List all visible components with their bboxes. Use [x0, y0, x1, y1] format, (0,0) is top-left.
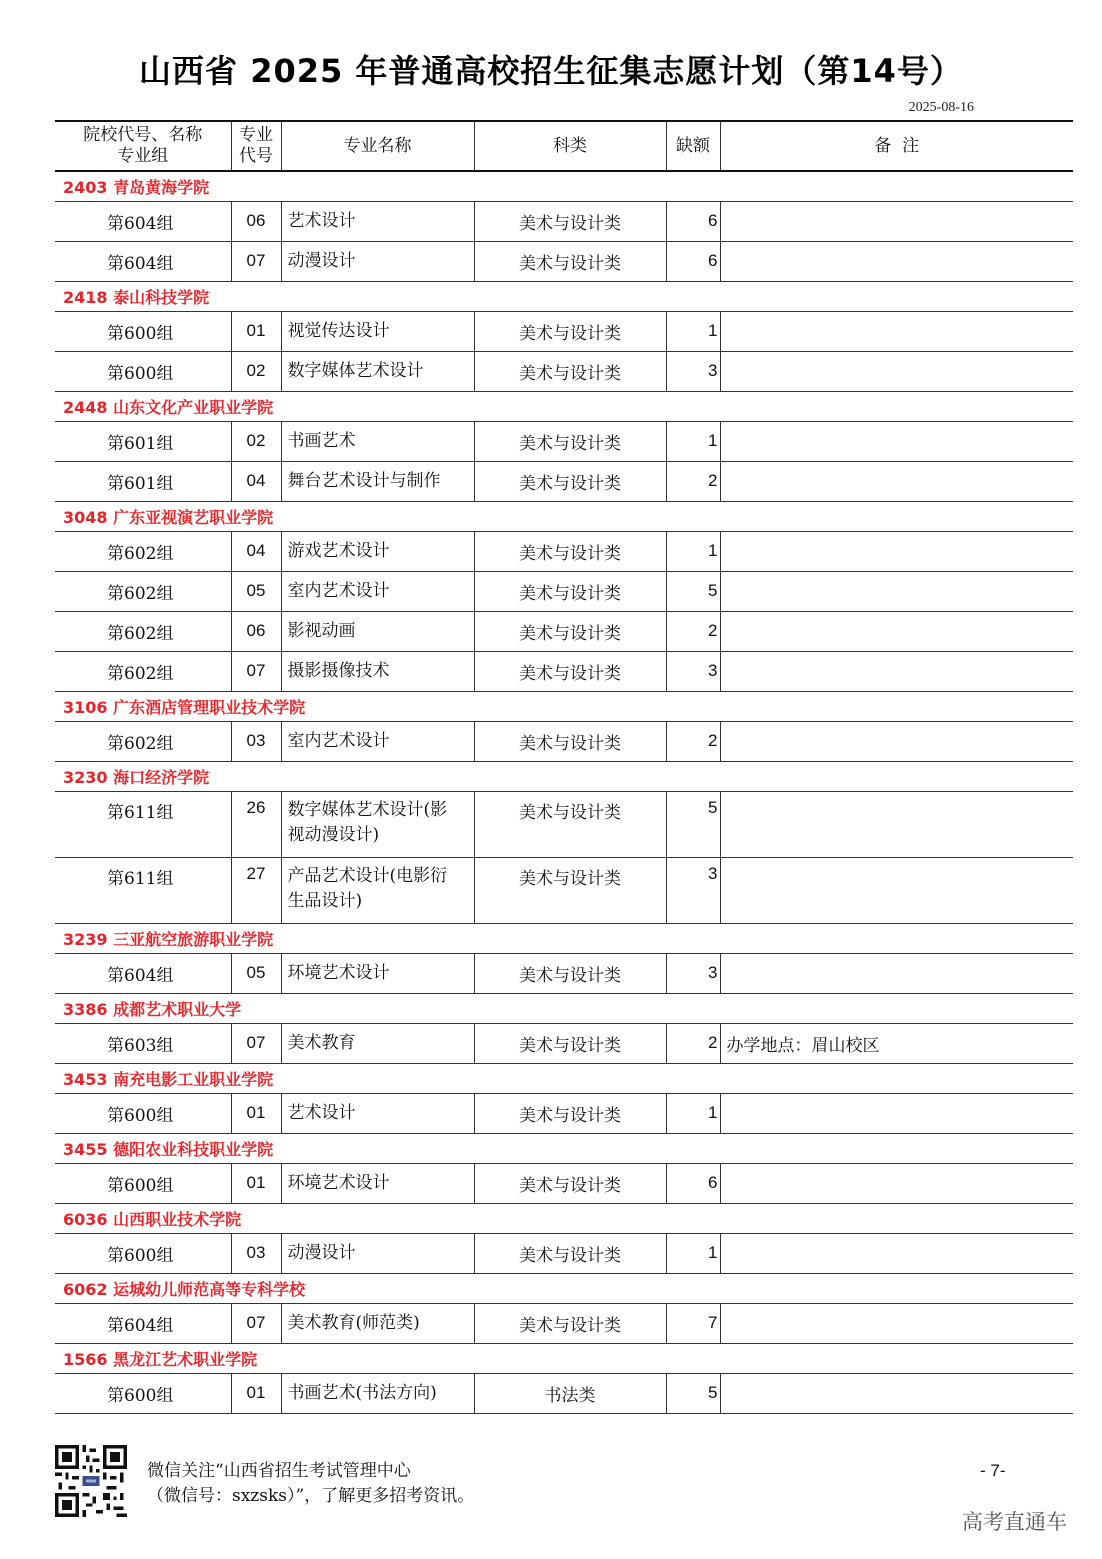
- vacancy-cell: 3: [666, 953, 720, 993]
- institution-row: [55, 1203, 1073, 1233]
- institution-row: [55, 1343, 1073, 1373]
- table-row: [55, 791, 1073, 857]
- group-cell: 第603组: [55, 1023, 231, 1063]
- note-cell: 办学地点：眉山校区: [720, 1023, 1073, 1063]
- category-cell: 美术与设计类: [474, 1023, 666, 1063]
- major-name-cell: 游戏艺术设计: [281, 531, 474, 571]
- note-cell: [720, 531, 1073, 571]
- major-code-cell: 01: [231, 1093, 281, 1133]
- note-cell: [720, 651, 1073, 691]
- institution-row: [55, 993, 1073, 1023]
- major-name-cell: 艺术设计: [281, 1093, 474, 1133]
- header-code: 专业 代号: [231, 121, 281, 171]
- category-cell: 美术与设计类: [474, 611, 666, 651]
- major-code-cell: 02: [231, 421, 281, 461]
- group-cell: 第602组: [55, 611, 231, 651]
- group-cell: 第601组: [55, 461, 231, 501]
- category-cell: 书法类: [474, 1373, 666, 1413]
- note-cell: [720, 1093, 1073, 1133]
- table-row: [55, 311, 1073, 351]
- vacancy-cell: 6: [666, 201, 720, 241]
- table-row: [55, 461, 1073, 501]
- category-cell: 美术与设计类: [474, 531, 666, 571]
- wechat-notice-line2: （微信号：sxzsks）”，了解更多招考资讯。: [147, 1486, 475, 1506]
- group-cell: 第600组: [55, 1373, 231, 1413]
- vacancy-cell: 1: [666, 531, 720, 571]
- category-cell: 美术与设计类: [474, 571, 666, 611]
- major-code-cell: 26: [231, 791, 281, 857]
- institution-name: 3106 广东酒店管理职业技术学院: [55, 691, 1073, 721]
- table-row: [55, 531, 1073, 571]
- institution-name: 1566 黑龙江艺术职业学院: [55, 1343, 1073, 1373]
- institution-row: [55, 171, 1073, 201]
- vacancy-cell: 2: [666, 1023, 720, 1063]
- table-row: [55, 1023, 1073, 1063]
- wechat-notice: [147, 1459, 474, 1509]
- category-cell: 美术与设计类: [474, 201, 666, 241]
- vacancy-cell: 6: [666, 241, 720, 281]
- vacancy-cell: 5: [666, 571, 720, 611]
- table-row: [55, 857, 1073, 923]
- institution-row: [55, 1133, 1073, 1163]
- institution-name: 3239 三亚航空旅游职业学院: [55, 923, 1073, 953]
- category-cell: 美术与设计类: [474, 311, 666, 351]
- major-name-cell: 美术教育(师范类): [281, 1303, 474, 1343]
- table-header-row: [55, 121, 1073, 171]
- major-name-cell: 产品艺术设计(电影衍 生品设计): [281, 857, 474, 923]
- vacancy-cell: 1: [666, 1093, 720, 1133]
- major-name-cell: 数字媒体艺术设计: [281, 351, 474, 391]
- watermark: 高考直通车: [962, 1510, 1067, 1534]
- group-cell: 第611组: [55, 791, 231, 857]
- institution-name: 3455 德阳农业科技职业学院: [55, 1133, 1073, 1163]
- category-cell: 美术与设计类: [474, 421, 666, 461]
- category-cell: 美术与设计类: [474, 351, 666, 391]
- major-name-cell: 环境艺术设计: [281, 953, 474, 993]
- category-cell: 美术与设计类: [474, 1093, 666, 1133]
- major-code-cell: 06: [231, 611, 281, 651]
- major-name-cell: 舞台艺术设计与制作: [281, 461, 474, 501]
- group-cell: 第600组: [55, 1093, 231, 1133]
- note-cell: [720, 461, 1073, 501]
- category-cell: 美术与设计类: [474, 651, 666, 691]
- major-name-cell: 影视动画: [281, 611, 474, 651]
- table-row: [55, 241, 1073, 281]
- qr-code-icon: [55, 1445, 127, 1517]
- note-cell: [720, 201, 1073, 241]
- major-code-cell: 07: [231, 241, 281, 281]
- vacancy-cell: 1: [666, 421, 720, 461]
- category-cell: 美术与设计类: [474, 1303, 666, 1343]
- table-row: [55, 1163, 1073, 1203]
- header-group: 院校代号、名称 专业组: [55, 121, 231, 171]
- group-cell: 第602组: [55, 571, 231, 611]
- table-row: [55, 721, 1073, 761]
- institution-name: 3386 成都艺术职业大学: [55, 993, 1073, 1023]
- group-cell: 第602组: [55, 721, 231, 761]
- table-row: [55, 651, 1073, 691]
- major-code-cell: 04: [231, 531, 281, 571]
- category-cell: 美术与设计类: [474, 953, 666, 993]
- table-row: [55, 421, 1073, 461]
- category-cell: 美术与设计类: [474, 1233, 666, 1273]
- category-cell: 美术与设计类: [474, 461, 666, 501]
- note-cell: [720, 311, 1073, 351]
- major-name-cell: 室内艺术设计: [281, 571, 474, 611]
- document-title: 山西省 2025 年普通高校招生征集志愿计划（第14号）: [139, 52, 963, 90]
- major-code-cell: 03: [231, 1233, 281, 1273]
- institution-name: 2418 泰山科技学院: [55, 281, 1073, 311]
- group-cell: 第601组: [55, 421, 231, 461]
- major-name-cell: 视觉传达设计: [281, 311, 474, 351]
- major-name-cell: 艺术设计: [281, 201, 474, 241]
- category-cell: 美术与设计类: [474, 857, 666, 923]
- major-name-cell: 动漫设计: [281, 241, 474, 281]
- header-note: 备 注: [720, 121, 1073, 171]
- header-category: 科类: [474, 121, 666, 171]
- vacancy-cell: 2: [666, 611, 720, 651]
- major-code-cell: 01: [231, 311, 281, 351]
- major-code-cell: 04: [231, 461, 281, 501]
- major-name-cell: 摄影摄像技术: [281, 651, 474, 691]
- plan-table: [55, 120, 1073, 1414]
- vacancy-cell: 7: [666, 1303, 720, 1343]
- note-cell: [720, 857, 1073, 923]
- document-date: 2025-08-16: [908, 100, 974, 115]
- table-row: [55, 611, 1073, 651]
- group-cell: 第600组: [55, 1233, 231, 1273]
- major-code-cell: 06: [231, 201, 281, 241]
- major-code-cell: 01: [231, 1373, 281, 1413]
- table-row: [55, 201, 1073, 241]
- major-code-cell: 05: [231, 953, 281, 993]
- vacancy-cell: 3: [666, 351, 720, 391]
- note-cell: [720, 791, 1073, 857]
- group-cell: 第604组: [55, 1303, 231, 1343]
- group-cell: 第600组: [55, 1163, 231, 1203]
- note-cell: [720, 571, 1073, 611]
- vacancy-cell: 1: [666, 1233, 720, 1273]
- table-row: [55, 1093, 1073, 1133]
- institution-row: [55, 391, 1073, 421]
- institution-name: 6062 运城幼儿师范高等专科学校: [55, 1273, 1073, 1303]
- major-name-cell: 书画艺术(书法方向): [281, 1373, 474, 1413]
- table-row: [55, 1373, 1073, 1413]
- group-cell: 第602组: [55, 531, 231, 571]
- major-code-cell: 02: [231, 351, 281, 391]
- major-name-cell: 美术教育: [281, 1023, 474, 1063]
- plan-table-body: [55, 171, 1073, 1413]
- major-name-cell: 数字媒体艺术设计(影 视动漫设计): [281, 791, 474, 857]
- group-cell: 第611组: [55, 857, 231, 923]
- major-code-cell: 07: [231, 651, 281, 691]
- group-cell: 第600组: [55, 311, 231, 351]
- vacancy-cell: 6: [666, 1163, 720, 1203]
- table-row: [55, 953, 1073, 993]
- group-cell: 第604组: [55, 201, 231, 241]
- institution-name: 6036 山西职业技术学院: [55, 1203, 1073, 1233]
- institution-name: 3048 广东亚视演艺职业学院: [55, 501, 1073, 531]
- note-cell: [720, 1373, 1073, 1413]
- note-cell: [720, 241, 1073, 281]
- vacancy-cell: 5: [666, 1373, 720, 1413]
- institution-row: [55, 691, 1073, 721]
- group-cell: 第604组: [55, 953, 231, 993]
- major-code-cell: 05: [231, 571, 281, 611]
- note-cell: [720, 1233, 1073, 1273]
- category-cell: 美术与设计类: [474, 241, 666, 281]
- major-name-cell: 环境艺术设计: [281, 1163, 474, 1203]
- header-major: 专业名称: [281, 121, 474, 171]
- page-number: - 7-: [980, 1461, 1006, 1480]
- institution-row: [55, 761, 1073, 791]
- major-name-cell: 室内艺术设计: [281, 721, 474, 761]
- institution-row: [55, 281, 1073, 311]
- table-row: [55, 571, 1073, 611]
- vacancy-cell: 1: [666, 311, 720, 351]
- institution-name: 2448 山东文化产业职业学院: [55, 391, 1073, 421]
- category-cell: 美术与设计类: [474, 721, 666, 761]
- note-cell: [720, 1303, 1073, 1343]
- vacancy-cell: 3: [666, 857, 720, 923]
- vacancy-cell: 3: [666, 651, 720, 691]
- major-code-cell: 01: [231, 1163, 281, 1203]
- major-code-cell: 27: [231, 857, 281, 923]
- major-code-cell: 07: [231, 1023, 281, 1063]
- major-name-cell: 动漫设计: [281, 1233, 474, 1273]
- major-code-cell: 03: [231, 721, 281, 761]
- institution-row: [55, 1063, 1073, 1093]
- vacancy-cell: 5: [666, 791, 720, 857]
- note-cell: [720, 721, 1073, 761]
- table-row: [55, 1233, 1073, 1273]
- header-vacancy: 缺额: [666, 121, 720, 171]
- institution-name: 2403 青岛黄海学院: [55, 171, 1073, 201]
- major-code-cell: 07: [231, 1303, 281, 1343]
- category-cell: 美术与设计类: [474, 1163, 666, 1203]
- category-cell: 美术与设计类: [474, 791, 666, 857]
- major-name-cell: 书画艺术: [281, 421, 474, 461]
- note-cell: [720, 421, 1073, 461]
- institution-row: [55, 923, 1073, 953]
- note-cell: [720, 1163, 1073, 1203]
- note-cell: [720, 351, 1073, 391]
- group-cell: 第604组: [55, 241, 231, 281]
- vacancy-cell: 2: [666, 721, 720, 761]
- institution-row: [55, 501, 1073, 531]
- group-cell: 第602组: [55, 651, 231, 691]
- note-cell: [720, 611, 1073, 651]
- wechat-notice-line1: 微信关注“山西省招生考试管理中心: [147, 1461, 411, 1481]
- table-row: [55, 351, 1073, 391]
- institution-name: 3453 南充电影工业职业学院: [55, 1063, 1073, 1093]
- vacancy-cell: 2: [666, 461, 720, 501]
- institution-name: 3230 海口经济学院: [55, 761, 1073, 791]
- note-cell: [720, 953, 1073, 993]
- group-cell: 第600组: [55, 351, 231, 391]
- table-row: [55, 1303, 1073, 1343]
- institution-row: [55, 1273, 1073, 1303]
